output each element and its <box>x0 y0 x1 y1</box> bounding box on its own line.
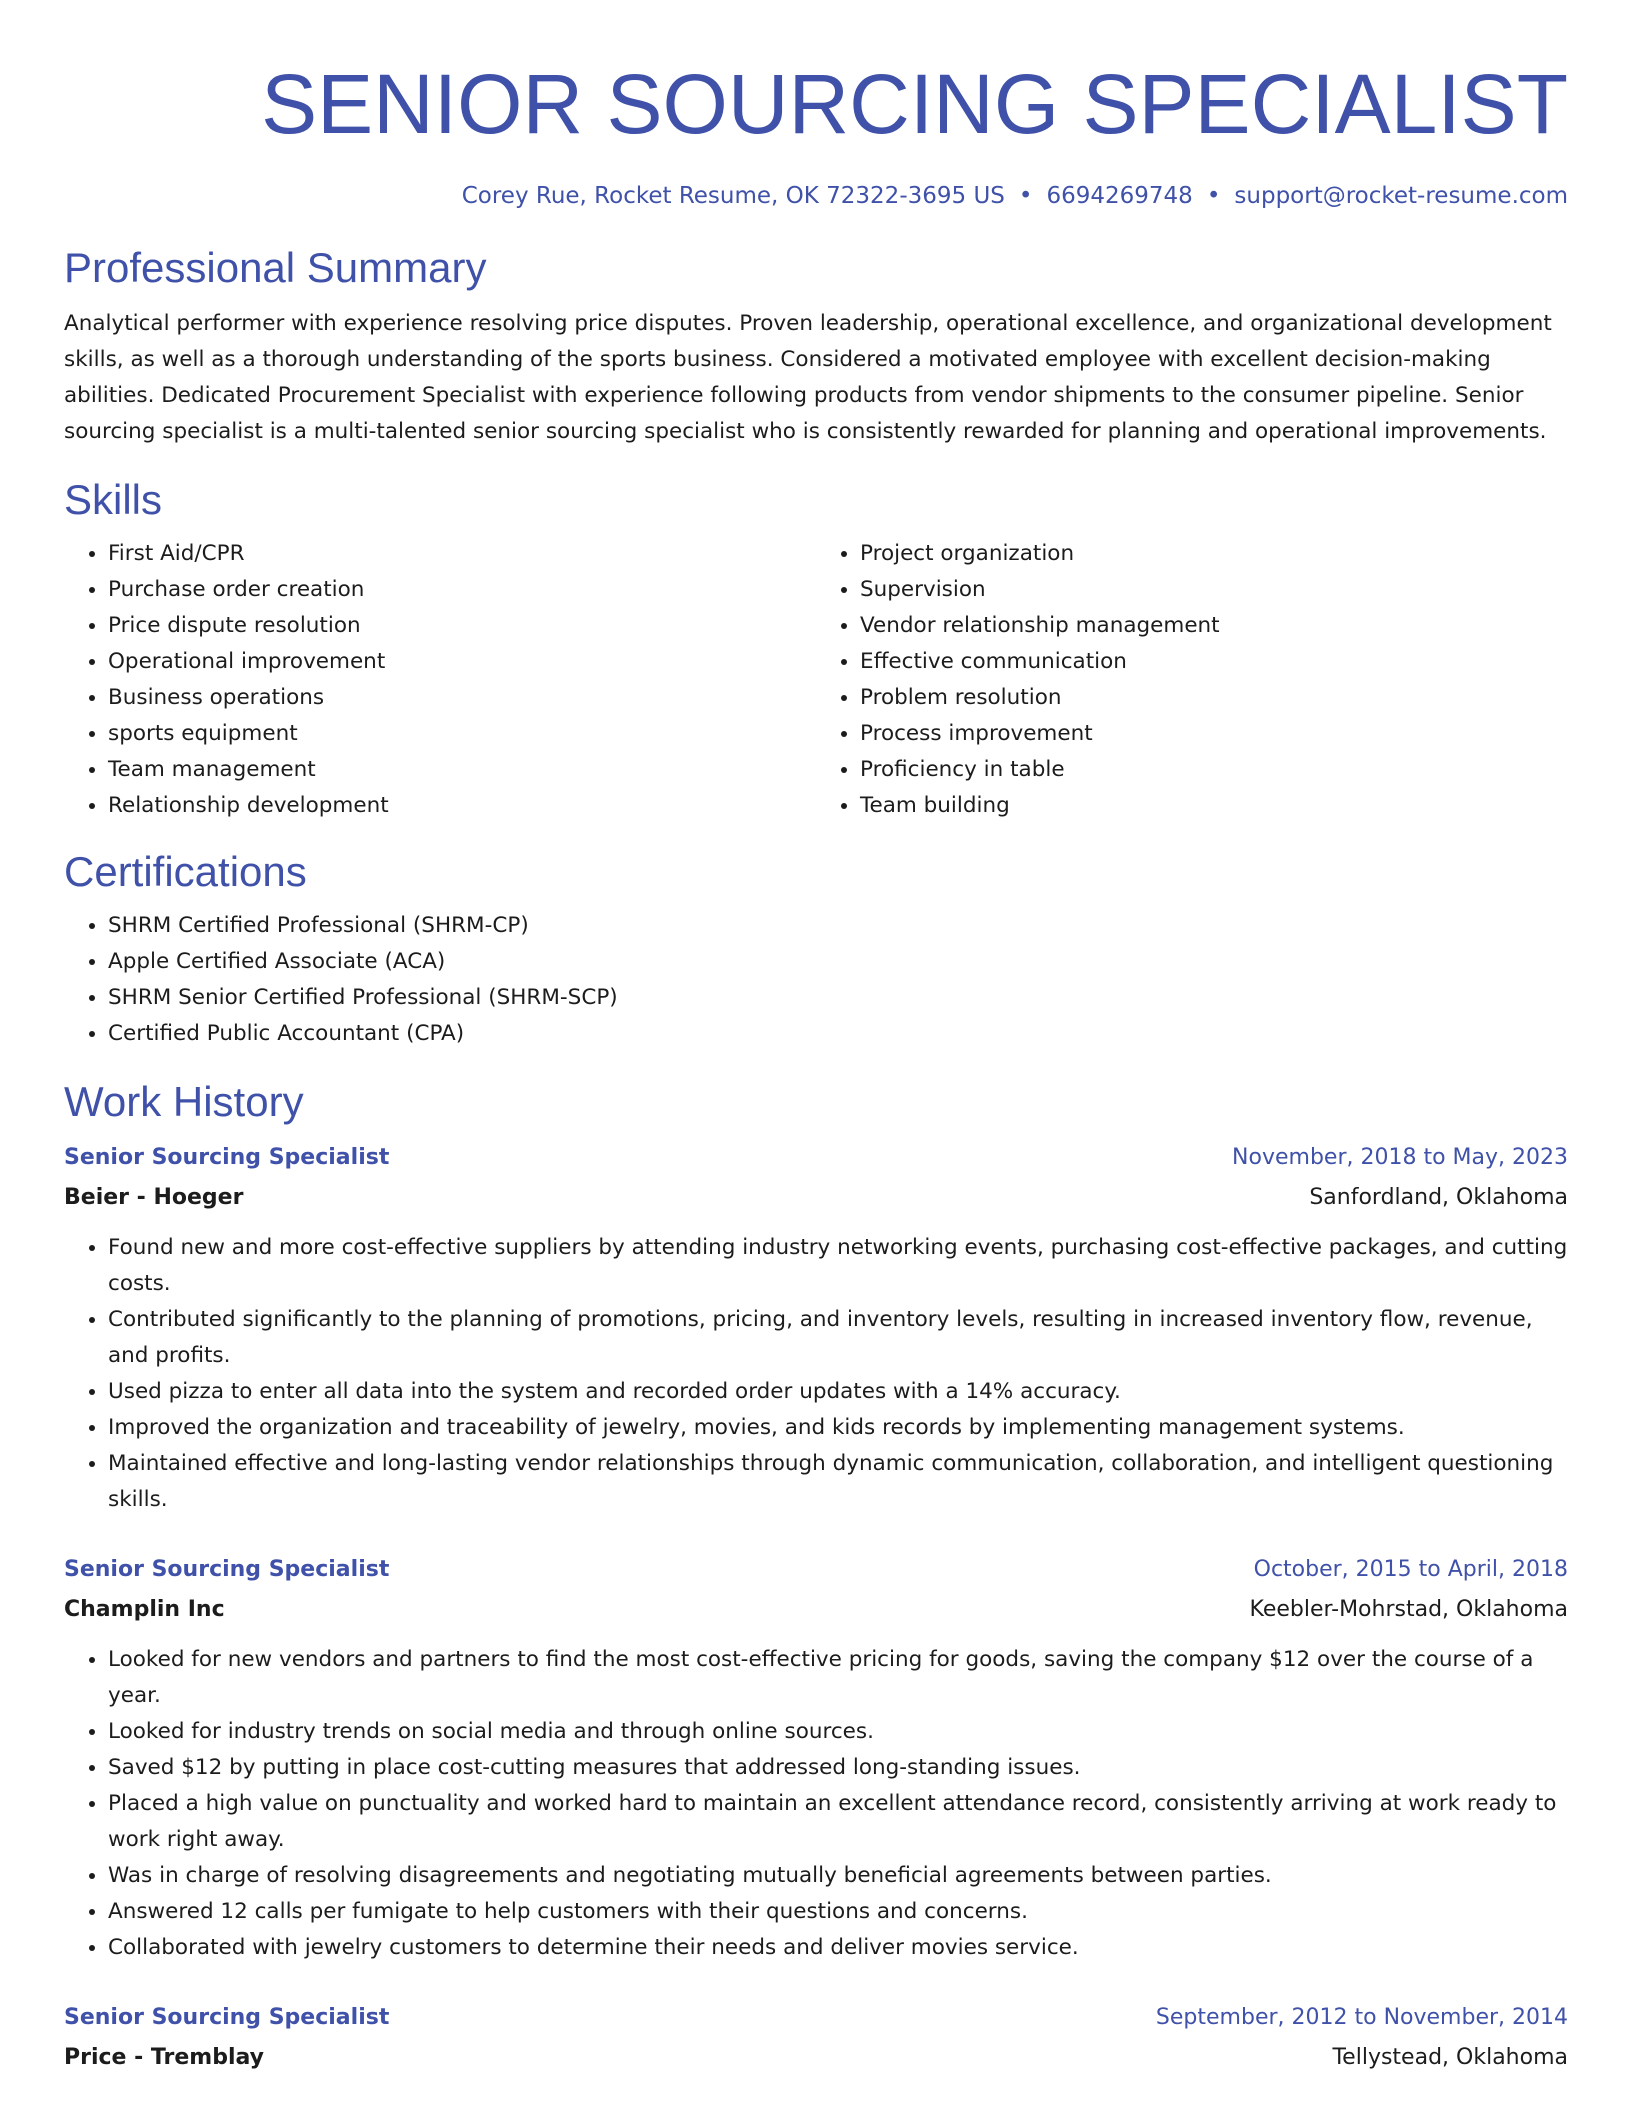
job-bullet: • Maintained effective and long-lasting vendor relationships through dynamic communication, collaboration, and intelligent questioning skills. <box>108 1446 1568 1518</box>
job-header <box>64 1998 1568 2038</box>
job-title: Senior Sourcing Specialist <box>64 1145 390 1170</box>
skill-item: • sports equipment <box>108 716 816 752</box>
job-dates: September, 2012 to November, 2014 <box>1155 2005 1568 2030</box>
skills-column-right <box>816 536 1568 824</box>
job-bullets <box>64 1642 1568 1966</box>
job-location: Sanfordland, Oklahoma <box>1309 1185 1568 1210</box>
job-bullet: • Contributed significantly to the planning of promotions, pricing, and inventory levels, resulting in increased inventory flow, revenue, and profits. <box>108 1302 1568 1374</box>
job-company: Beier - Hoeger <box>64 1185 244 1210</box>
skill-item: • Price dispute resolution <box>108 608 816 644</box>
contact-phone[interactable]: 6694269748 <box>1046 183 1193 209</box>
skill-item: • Effective communication <box>860 644 1568 680</box>
certifications-heading: Certifications <box>64 848 307 895</box>
skill-item: • Team building <box>860 788 1568 824</box>
skill-item: • Problem resolution <box>860 680 1568 716</box>
job-bullet: • Saved $12 by putting in place cost-cutting measures that addressed long-standing issues. <box>108 1750 1568 1786</box>
job-bullet: • Placed a high value on punctuality and worked hard to maintain an excellent attendance record, consistently arriving at work ready to work right away. <box>108 1786 1568 1858</box>
summary-text: Analytical performer with experience resolving price disputes. Proven leadership, operational excellence, and organizational development skills, as well as a thorough understanding of the sports business. Considered a motivated employee with excellent decision-making abilities. Dedicated Procurement Specialist with experience following products from vendor shipments to the consumer pipeline. Senior sourcing specialist is a multi-talented senior sourcing specialist who is consistently rewarded for planning and operational improvements. <box>64 311 1552 444</box>
resume-name-title: SENIOR SOURCING SPECIALIST <box>261 57 1568 151</box>
skill-item: • Project organization <box>860 536 1568 572</box>
job-header <box>64 1138 1568 1178</box>
job-subheader <box>64 1178 1568 1218</box>
skill-item: • Relationship development <box>108 788 816 824</box>
job-bullet: • Improved the organization and traceability of jewelry, movies, and kids records by implementing management systems. <box>108 1410 1568 1446</box>
summary-heading: Professional Summary <box>64 244 487 291</box>
skill-item: • Team management <box>108 752 816 788</box>
skills-heading: Skills <box>64 476 163 523</box>
job-subheader <box>64 1590 1568 1630</box>
job-dates: October, 2015 to April, 2018 <box>1253 1557 1568 1582</box>
job-location: Tellystead, Oklahoma <box>1332 2045 1568 2070</box>
skill-item: • First Aid/CPR <box>108 536 816 572</box>
certification-item: • Apple Certified Associate (ACA) <box>108 944 1568 980</box>
job-bullet: • Collaborated with jewelry customers to determine their needs and deliver movies service. <box>108 1930 1568 1966</box>
skills-column-left <box>64 536 816 824</box>
certification-item: • Certified Public Accountant (CPA) <box>108 1016 1568 1052</box>
job-entry <box>64 1550 1568 1966</box>
certification-item: • SHRM Certified Professional (SHRM-CP) <box>108 908 1568 944</box>
contact-line <box>64 180 1568 212</box>
contact-email[interactable]: support@rocket-resume.com <box>1234 183 1568 209</box>
job-bullet: • Was in charge of resolving disagreements and negotiating mutually beneficial agreements between parties. <box>108 1858 1568 1894</box>
contact-address: Corey Rue, Rocket Resume, OK 72322-3695 US <box>461 183 1005 209</box>
skill-item: • Supervision <box>860 572 1568 608</box>
job-entry <box>64 1138 1568 1518</box>
job-title: Senior Sourcing Specialist <box>64 1557 390 1582</box>
certifications-list <box>64 908 1568 1052</box>
skill-item: • Proficiency in table <box>860 752 1568 788</box>
job-bullet: • Used pizza to enter all data into the system and recorded order updates with a 14% accuracy. <box>108 1374 1568 1410</box>
job-location: Keebler-Mohrstad, Oklahoma <box>1249 1597 1568 1622</box>
contact-separator: • <box>1018 183 1033 209</box>
job-bullet: • Looked for new vendors and partners to find the most cost-effective pricing for goods, saving the company $12 over the course of a year. <box>108 1642 1568 1714</box>
resume-page <box>64 0 1568 2078</box>
job-dates: November, 2018 to May, 2023 <box>1232 1145 1568 1170</box>
job-header <box>64 1550 1568 1590</box>
skill-item: • Vendor relationship management <box>860 608 1568 644</box>
skill-item: • Purchase order creation <box>108 572 816 608</box>
skill-item: • Process improvement <box>860 716 1568 752</box>
job-bullet: • Looked for industry trends on social media and through online sources. <box>108 1714 1568 1750</box>
job-subheader <box>64 2038 1568 2078</box>
skill-item: • Business operations <box>108 680 816 716</box>
job-title: Senior Sourcing Specialist <box>64 2005 390 2030</box>
job-company: Price - Tremblay <box>64 2045 265 2070</box>
certification-item: • SHRM Senior Certified Professional (SHRM-SCP) <box>108 980 1568 1016</box>
skill-item: • Operational improvement <box>108 644 816 680</box>
contact-separator: • <box>1206 183 1221 209</box>
work-history-heading: Work History <box>64 1078 304 1125</box>
skills-list <box>64 536 1568 824</box>
job-bullet: • Answered 12 calls per fumigate to help customers with their questions and concerns. <box>108 1894 1568 1930</box>
job-entry <box>64 1998 1568 2078</box>
job-bullet: • Found new and more cost-effective suppliers by attending industry networking events, purchasing cost-effective packages, and cutting costs. <box>108 1230 1568 1302</box>
job-bullets <box>64 1230 1568 1518</box>
job-company: Champlin Inc <box>64 1597 225 1622</box>
